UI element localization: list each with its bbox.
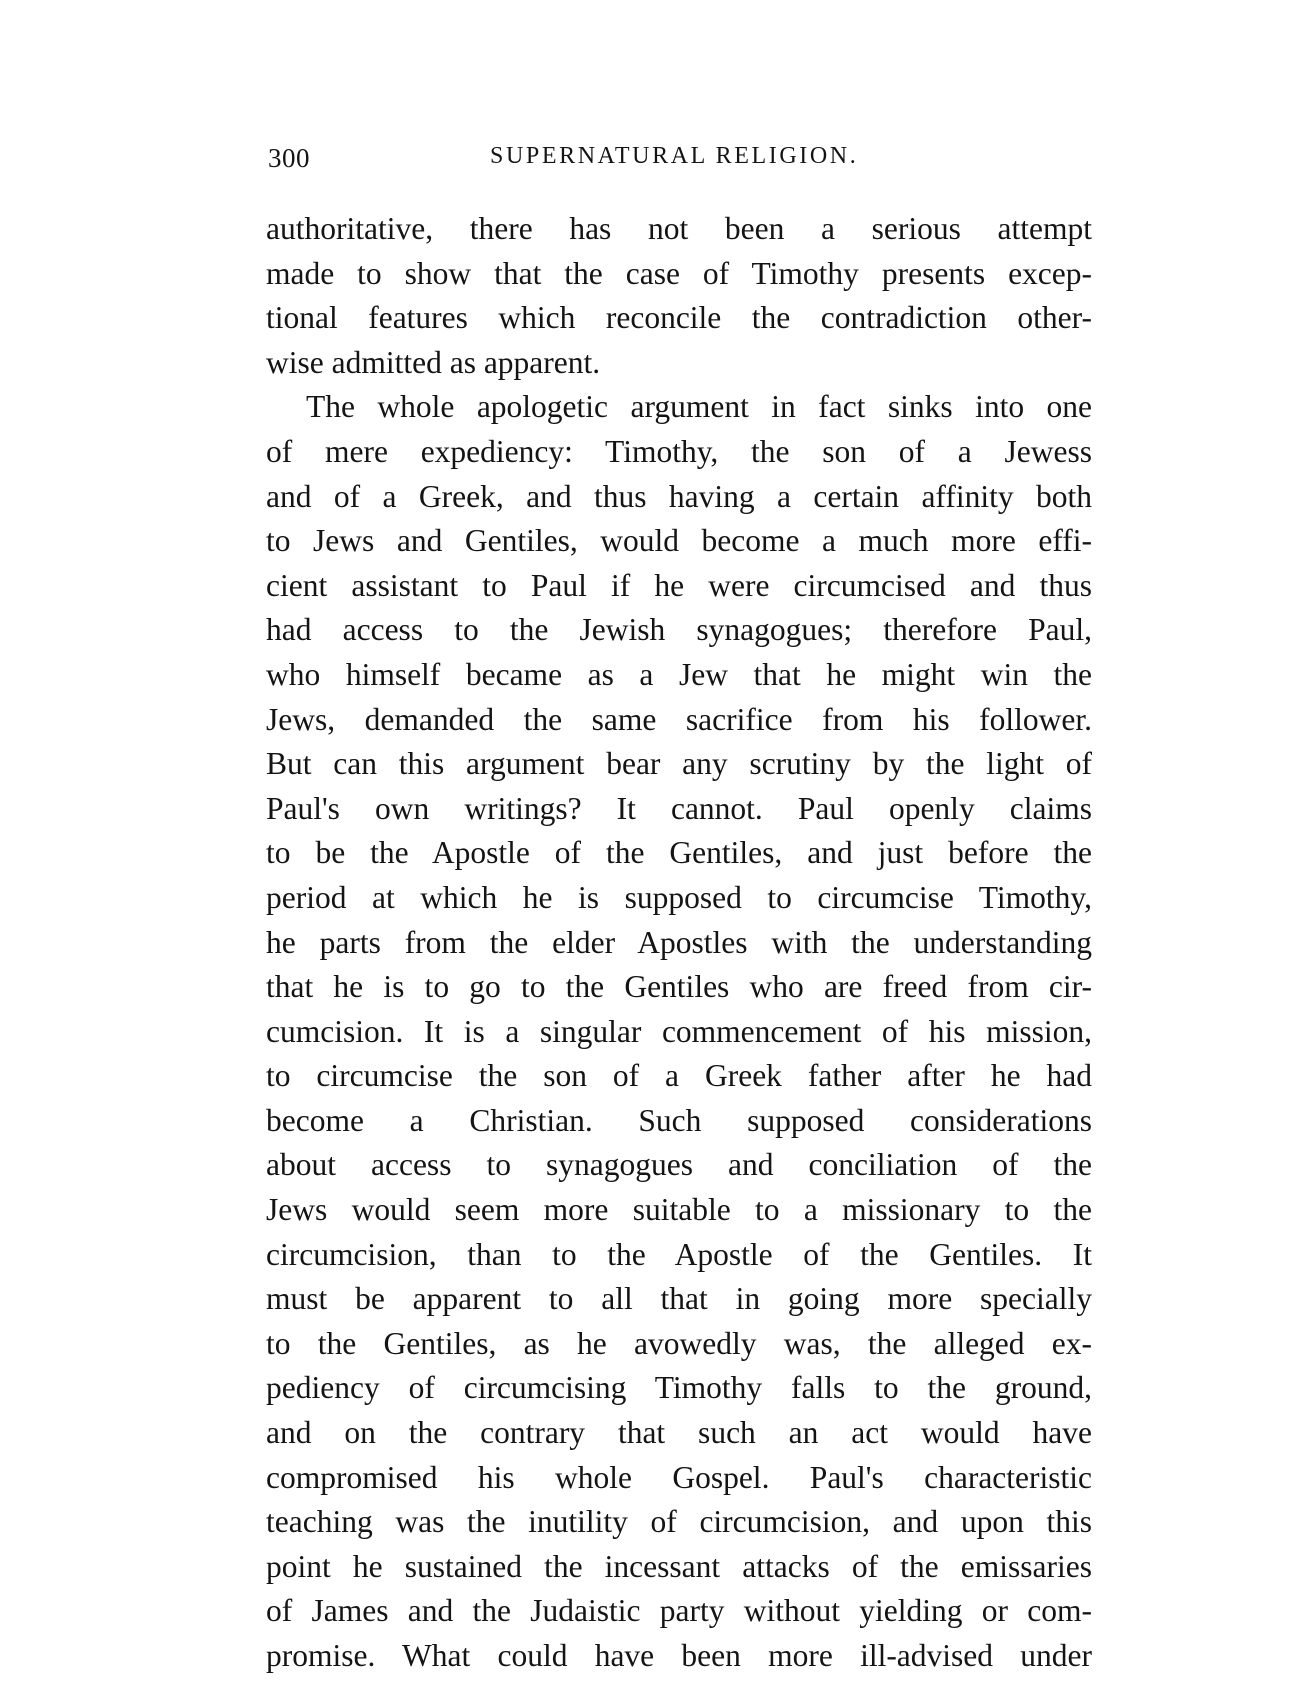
text-line: tional features which reconcile the contradiction other- (266, 300, 1092, 336)
text-line: compromised his whole Gospel. Paul's characteristic (266, 1459, 1092, 1495)
text-line: to Jews and Gentiles, would become a much more effi- (266, 523, 1092, 559)
text-line: Jews would seem more suitable to a missionary to the (266, 1192, 1092, 1228)
text-line: become a Christian. Such supposed considerations (266, 1102, 1092, 1138)
text-line: made to show that the case of Timothy presents excep- (266, 255, 1092, 291)
text-line: wise admitted as apparent. (266, 344, 601, 380)
text-line: had access to the Jewish synagogues; therefore Paul, (266, 612, 1092, 648)
text-line: about access to synagogues and conciliation of the (266, 1147, 1092, 1183)
text-line: pediency of circumcising Timothy falls to the ground, (266, 1370, 1092, 1406)
text-line: promise. What could have been more ill-advised under (266, 1638, 1092, 1673)
text-line: he parts from the elder Apostles with the understanding (266, 924, 1092, 960)
text-line: that he is to go to the Gentiles who are freed from cir- (266, 969, 1092, 1005)
body-text (266, 207, 1092, 1679)
text-line: and of a Greek, and thus having a certain affinity both (266, 478, 1092, 514)
text-line: to be the Apostle of the Gentiles, and just before the (266, 835, 1092, 871)
text-line: teaching was the inutility of circumcision, and upon this (266, 1504, 1092, 1540)
running-head (268, 143, 1088, 179)
paragraph-first-line: The whole apologetic argument in fact sinks into one (306, 389, 1092, 425)
text-line: cumcision. It is a singular commencement of his mission, (266, 1013, 1092, 1049)
text-line: authoritative, there has not been a serious attempt (266, 211, 1092, 246)
text-line: of James and the Judaistic party without yielding or com- (266, 1593, 1092, 1629)
text-line: of mere expediency: Timothy, the son of a Jewess (266, 433, 1092, 469)
text-line: circumcision, than to the Apostle of the Gentiles. It (266, 1236, 1092, 1272)
text-line: who himself became as a Jew that he might win the (266, 656, 1092, 692)
text-line: and on the contrary that such an act would have (266, 1415, 1092, 1451)
running-title: SUPERNATURAL RELIGION. (490, 143, 859, 169)
text-line: Paul's own writings? It cannot. Paul openly claims (266, 790, 1092, 826)
text-line: must be apparent to all that in going more specially (266, 1281, 1092, 1317)
page-number: 300 (268, 143, 310, 173)
text-line: period at which he is supposed to circumcise Timothy, (266, 879, 1092, 915)
text-line: to the Gentiles, as he avowedly was, the alleged ex- (266, 1325, 1092, 1361)
text-line: point he sustained the incessant attacks of the emissaries (266, 1548, 1092, 1584)
text-line: cient assistant to Paul if he were circumcised and thus (266, 567, 1092, 603)
text-line: But can this argument bear any scrutiny by the light of (266, 746, 1092, 782)
text-line: Jews, demanded the same sacrifice from his follower. (266, 701, 1092, 737)
text-line: to circumcise the son of a Greek father after he had (266, 1058, 1092, 1094)
